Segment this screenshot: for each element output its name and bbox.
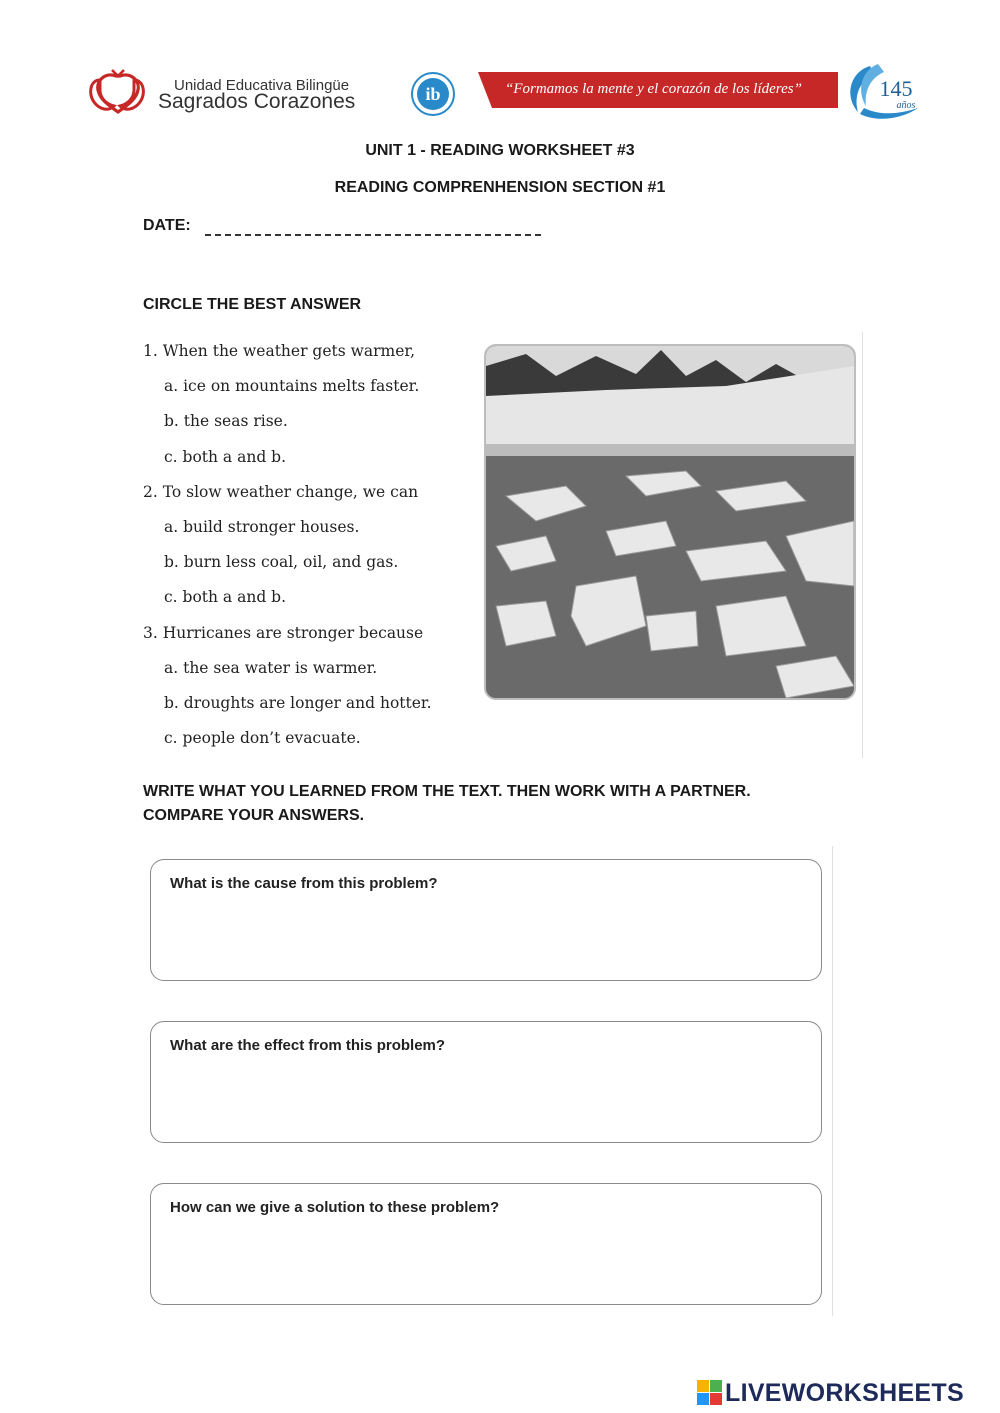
liveworksheets-icon xyxy=(697,1380,723,1406)
school-name-line2: Sagrados Corazones xyxy=(158,90,356,113)
answer-option[interactable]: a. build stronger houses. xyxy=(164,517,360,536)
answer-option[interactable]: c. both a and b. xyxy=(164,588,287,607)
school-name-line1: Unidad Educativa Bilingüe xyxy=(174,77,350,94)
solution-answer-field[interactable] xyxy=(169,1226,803,1294)
write-instruction xyxy=(143,780,863,828)
cause-answer-field[interactable] xyxy=(169,902,803,970)
liveworksheets-brand: LIVEWORKSHEETS xyxy=(725,1378,964,1407)
anniversary-logo xyxy=(840,60,926,124)
school-logo xyxy=(86,66,148,118)
section-title: READING COMPRENHENSION SECTION #1 xyxy=(334,179,666,196)
question-effect: What are the effect from this problem? xyxy=(170,1037,446,1054)
anniversary-word: años xyxy=(896,100,916,111)
glacier-photo xyxy=(484,344,856,700)
answer-option[interactable]: a. ice on mountains melts faster. xyxy=(164,377,420,396)
question-1: 1. When the weather gets warmer, xyxy=(143,342,416,360)
divider xyxy=(862,332,863,758)
ib-logo xyxy=(402,70,464,118)
answer-box-effect[interactable] xyxy=(150,1021,822,1143)
multiple-choice-list xyxy=(143,340,473,762)
question-2: 2. To slow weather change, we can xyxy=(143,482,419,501)
question-3: 3. Hurricanes are stronger because xyxy=(143,623,424,642)
question-solution: How can we give a solution to these problem? xyxy=(170,1199,500,1216)
answer-box-cause[interactable] xyxy=(150,859,822,981)
answer-box-solution[interactable] xyxy=(150,1183,822,1305)
date-blank-line[interactable] xyxy=(205,234,541,236)
write-instruction-line1: WRITE WHAT YOU LEARNED FROM THE TEXT. THEN WORK WITH A PARTNER. xyxy=(143,783,751,800)
worksheet-title: UNIT 1 - READING WORKSHEET #3 xyxy=(365,142,635,159)
answer-option[interactable]: b. the seas rise. xyxy=(164,412,288,431)
anniversary-number: 145 xyxy=(879,76,913,101)
liveworksheets-logo[interactable] xyxy=(697,1378,964,1408)
question-cause: What is the cause from this problem? xyxy=(170,875,438,892)
divider xyxy=(832,846,833,1316)
answer-option[interactable]: a. the sea water is warmer. xyxy=(164,658,378,677)
answer-option[interactable]: b. burn less coal, oil, and gas. xyxy=(164,553,399,572)
answer-option[interactable]: c. both a and b. xyxy=(164,447,287,466)
answer-option[interactable]: b. droughts are longer and hotter. xyxy=(164,693,432,712)
ib-logo-letters: ib xyxy=(425,84,441,104)
effect-answer-field[interactable] xyxy=(169,1064,803,1132)
write-instruction-line2: COMPARE YOUR ANSWERS. xyxy=(143,807,365,824)
circle-instruction: CIRCLE THE BEST ANSWER xyxy=(143,296,362,313)
date-label: DATE: xyxy=(143,217,191,234)
motto-text: “Formamos la mente y el corazón de los líderes” xyxy=(505,81,802,97)
answer-option[interactable]: c. people don’t evacuate. xyxy=(164,729,361,748)
